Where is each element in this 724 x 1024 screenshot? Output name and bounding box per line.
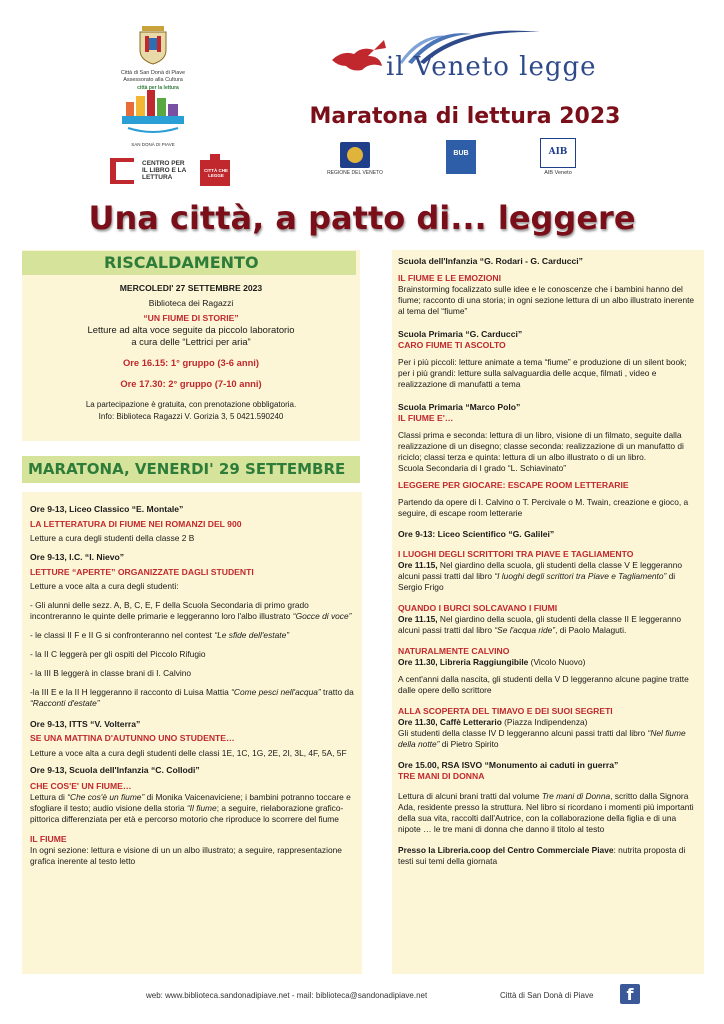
block-collodi: [30, 765, 354, 867]
marco-polo-text: Classi prima e seconda: lettura di un libro, visione di un filmato, seguite dalla realizzazione di un disegno; classe seconda: realizzazione di un manufatto di riciclo; classi terza e quinta: lettura di un albo illustrato o di un libro.: [398, 430, 684, 462]
rete-bub-short: BUB: [453, 150, 469, 157]
crest-icon: [128, 24, 178, 66]
aib-caption: AIB Veneto: [544, 170, 572, 176]
nievo-text: Letture a voce alta a cura degli studenti:: [30, 581, 179, 591]
nievo-item-5-title: “Come pesci nell'acqua”: [231, 687, 321, 697]
calvino-heading-bold: Ore 11.30, Libreria Raggiungibile: [398, 657, 529, 667]
timavo-heading-bold: Ore 11.30, Caffè Letterario: [398, 717, 502, 727]
calvino-text: A cent'anni dalla nascita, gli studenti della V D leggeranno alcune pagine tratte dalle opere dello scrittore: [398, 674, 689, 695]
aib-logo: [540, 138, 576, 168]
burci-time: Ore 11.15,: [398, 614, 438, 624]
block-libreria-coop: [398, 845, 698, 867]
montale-subtitle: LA LETTERATURA DI FIUME NEI ROMANZI DEL 900: [30, 519, 242, 529]
facebook-icon[interactable]: [620, 984, 640, 1004]
galilei-text-2: di Sergio Frigo: [398, 571, 676, 592]
city-name-text: Città di San Donà di Piave: [120, 70, 186, 76]
collodi-text: [30, 792, 354, 825]
block-montale: [30, 504, 354, 544]
burci-subtitle: QUANDO I BURCI SOLCAVANO I FIUMI: [398, 603, 558, 613]
rete-bub-logo: [446, 140, 476, 174]
galilei-text: [398, 560, 698, 593]
nievo-item-3: - la II C leggerà per gli ospiti del Piccolo Rifugio: [30, 649, 206, 659]
block-rodari: [398, 256, 698, 317]
escape-room-text: Partendo da opere di I. Calvino o T. Percivale o M. Twain, creazione e gioco, a seguire, di escape room letterarie: [398, 497, 689, 518]
montale-text: Letture a cura degli studenti della classe 2 B: [30, 533, 195, 543]
block-escape-room: [398, 480, 698, 519]
city-crest-logo: [128, 24, 178, 71]
block-burci: [398, 603, 698, 636]
regione-veneto-logo: [340, 142, 370, 168]
collodi-heading: Ore 9-13, Scuola dell'Infanzia “C. Collodi”: [30, 765, 200, 775]
nievo-item-2: [30, 630, 354, 641]
block-marco-polo: [398, 402, 698, 474]
rodari-heading: Scuola dell'Infanzia “G. Rodari - G. Carducci”: [398, 256, 583, 266]
footer-city: Città di San Donà di Piave: [500, 991, 594, 1000]
block-carducci: [398, 329, 698, 390]
marco-polo-heading: Scuola Primaria “Marco Polo”: [398, 402, 521, 412]
burci-text-2: , di Paolo Malaguti.: [555, 625, 627, 635]
nievo-item-1-title: “Gocce di voce”: [292, 611, 352, 621]
nievo-item-2-title: “Le sfide dell'estate”: [214, 630, 290, 640]
carducci-subtitle: CARO FIUME TI ASCOLTO: [398, 340, 506, 350]
rsa-subtitle: TRE MANI DI DONNA: [398, 771, 485, 781]
right-panel: [392, 250, 704, 974]
nievo-item-5-text: -la III E e la II H leggeranno il racconto di Luisa Mattia: [30, 687, 229, 697]
collodi-text-2: di Monika Vaicenaviciene; i bambini potranno toccare e sfogliare il testo; audio visione della storia: [30, 792, 351, 813]
block-volterra: [30, 719, 354, 759]
nievo-item-1-text: - Gli alunni delle sezz. A, B, C, E, F della Scuola Secondaria di primo grado incontreranno le quinte delle primarie e leggeranno loro l'albo illustrato: [30, 600, 309, 621]
nievo-subtitle: LETTURE “APERTE” ORGANIZZATE DAGLI STUDENTI: [30, 567, 254, 577]
carducci-heading: Scuola Primaria “G. Carducci”: [398, 329, 523, 339]
city-caption: [100, 70, 206, 83]
burci-text-1: Nel giardino della scuola, gli studenti della classe II E leggeranno alcuni passi tratti dal libro: [398, 614, 682, 635]
schiavinato-line: Scuola Secondaria di I grado “L. Schiavinato”: [398, 463, 567, 473]
brand-title: il Veneto legge: [386, 52, 597, 82]
rodari-text: Brainstorming focalizzato sulle idee e le conoscenze che i bambini hanno del fiume; racconto di una storia; in ogni sezione lettura di un albo illustrato inerente al tema del “fiume”: [398, 284, 695, 316]
rsa-text-2: , scritto dalla Signora Ada, residente presso la struttura. Nel libro si ricordano i momenti più importanti della sua vita, raccolti dall'Autrice, con la collaborazione della figlia e di una nipote … le tre mani di donna che danno il titolo al testo: [398, 791, 694, 834]
cepell-mark-icon: [106, 154, 140, 188]
riscaldamento-header: RISCALDAMENTO: [22, 251, 356, 275]
riscaldamento-note-1: La partecipazione è gratuita, con prenotazione obbligatoria.: [85, 400, 297, 409]
libreria-coop-text: : nutrita proposta di testi sui temi della giornata: [398, 845, 686, 866]
citta-che-legge-text: CITTÀ CHE LEGGE: [204, 168, 228, 178]
nievo-item-5-source: “Racconti d'estate”: [30, 698, 100, 708]
collodi-text-4: In ogni sezione: lettura e visione di un un albo illustrato; a seguire, rappresentazione grafica inerente al testo letto: [30, 845, 342, 866]
timavo-text: [398, 728, 698, 750]
marco-polo-subtitle: IL FIUME E'…: [398, 413, 454, 423]
collodi-text-1: Lettura di: [30, 792, 68, 802]
collodi-text-3: ; a seguire, rielaborazione grafico-pittorica differenziata per età e percorso motorio che riproduce lo scorrere del fiume: [30, 803, 344, 824]
timavo-subtitle: ALLA SCOPERTA DEL TIMAVO E DEI SUOI SEGRETI: [398, 706, 613, 716]
citta-lettura-badge: città per la lettura: [137, 85, 179, 91]
riscaldamento-event-title: “UN FIUME DI STORIE”: [143, 313, 239, 323]
maratona-header: MARATONA, VENERDI' 29 SETTEMBRE: [22, 456, 360, 483]
block-rsa: [398, 760, 698, 835]
galilei-time: Ore 11.15,: [398, 560, 438, 570]
galilei-text-1: Nel giardino della scuola, gli studenti della classe V E leggeranno alcuni passi tratti dal libro: [398, 560, 683, 581]
maratona-panel: [22, 492, 362, 974]
timavo-heading: [398, 717, 698, 728]
nievo-heading: Ore 9-13, I.C. “I. Nievo”: [30, 552, 125, 562]
nievo-item-5-mid: tratto da: [320, 687, 354, 697]
san-dona-caption: SAN DONÀ DI PIAVE: [131, 142, 175, 147]
nievo-item-4: - la III B leggerà in classe brani di I. Calvino: [30, 668, 192, 678]
galilei-book-title: “I luoghi degli scrittori tra Piave e Tagliamento”: [494, 571, 667, 581]
lion-icon: [340, 142, 370, 168]
riscaldamento-slot-1: Ore 16.15: 1° gruppo (3-6 anni): [122, 357, 260, 368]
riscaldamento-desc-2: a cura delle “Lettrici per aria”: [131, 336, 251, 347]
cepell-text: CENTRO PER IL LIBRO E LA LETTURA: [142, 160, 187, 181]
montale-heading: Ore 9-13, Liceo Classico “E. Montale”: [30, 504, 184, 514]
block-galilei: [398, 529, 698, 593]
rsa-text: [398, 791, 698, 835]
collodi-subtitle: CHE COS'E' UN FIUME…: [30, 781, 132, 791]
citta-per-la-lettura-logo: [118, 84, 188, 140]
brand-subtitle: Maratona di lettura 2023: [309, 104, 621, 129]
nievo-item-2-text: - le classi II F e II G si confronteranno nel contest: [30, 630, 213, 640]
timavo-text-1: Gli studenti della classe IV D leggeranno alcuni passi tratti dal libro: [398, 728, 648, 738]
calvino-heading-place: (Vicolo Nuovo): [528, 657, 586, 667]
burci-book-title: “Se l'acqua ride”: [494, 625, 556, 635]
galilei-subtitle: I LUOGHI DEGLI SCRITTORI TRA PIAVE E TAGLIAMENTO: [398, 549, 634, 559]
block-nievo: [30, 552, 354, 709]
rsa-text-1: Lettura di alcuni brani tratti dal volume: [398, 791, 542, 801]
main-title: Una città, a patto di... leggere: [88, 199, 636, 237]
libreria-coop-bold: Presso la Libreria.coop del Centro Commerciale Piave: [398, 845, 614, 855]
volterra-subtitle: SE UNA MATTINA D'AUTUNNO UNO STUDENTE…: [30, 733, 235, 743]
rsa-book-title: Tre mani di Donna: [541, 791, 611, 801]
collodi-subtitle-2: IL FIUME: [30, 834, 67, 844]
timavo-heading-place: (Piazza Indipendenza): [501, 717, 588, 727]
riscaldamento-date: MERCOLEDI' 27 SETTEMBRE 2023: [119, 283, 263, 293]
riscaldamento-desc-1: Letture ad alta voce seguite da piccolo laboratorio: [87, 324, 295, 335]
calvino-subtitle: NATURALMENTE CALVINO: [398, 646, 510, 656]
regione-veneto-caption: REGIONE DEL VENETO: [327, 170, 383, 176]
citta-che-legge-logo: [196, 152, 236, 188]
city-dept-text: Assessorato alla Cultura: [123, 76, 183, 83]
calvino-heading: [398, 657, 698, 668]
riscaldamento-note-2: Info: Biblioteca Ragazzi V. Gorizia 3, 5 0421.590240: [98, 412, 284, 421]
collodi-book-title: “Che cos'è un fiume”: [67, 792, 145, 802]
galilei-heading: Ore 9-13: Liceo Scientifico “G. Galilei”: [398, 529, 555, 539]
facebook-letter: f: [626, 985, 634, 1004]
riscaldamento-slot-2: Ore 17.30: 2° gruppo (7-10 anni): [120, 378, 262, 389]
riscaldamento-place: Biblioteca dei Ragazzi: [148, 298, 234, 308]
carducci-text: Per i più piccoli: letture animate a tema “fiume” e produzione di un silent book; per i più grandi: letture sulla salvaguardia delle acque, filmati , video e realizzazione di manufatti a tema: [398, 357, 687, 389]
burci-text: [398, 614, 698, 636]
timavo-text-2: di Pietro Spirito: [439, 739, 499, 749]
volterra-text: Letture a voce alta a cura degli studenti delle classi 1E, 1C, 1G, 2E, 2I, 3L, 4F, 5A, 5F: [30, 748, 347, 758]
footer-web: web: www.biblioteca.sandonadipiave.net - mail: biblioteca@sandonadipiave.net: [146, 991, 428, 1000]
nievo-item-5: [30, 687, 354, 709]
collodi-story-title: “Il fiume: [186, 803, 217, 813]
riscaldamento-body: [22, 282, 360, 423]
nievo-item-1: [30, 600, 354, 622]
rsa-heading: Ore 15.00, RSA ISVO “Monumento ai caduti in guerra”: [398, 760, 619, 770]
timavo-book-title: “Nel fiume della notte”: [398, 728, 686, 749]
block-calvino: [398, 646, 698, 696]
rodari-subtitle: IL FIUME E LE EMOZIONI: [398, 273, 501, 283]
aib-short: AIB: [548, 147, 568, 157]
block-timavo: [398, 706, 698, 750]
volterra-heading: Ore 9-13, ITTS “V. Volterra”: [30, 719, 141, 729]
cepell-logo: [106, 154, 140, 188]
city-buildings-icon: [118, 84, 188, 140]
escape-room-subtitle: LEGGERE PER GIOCARE: ESCAPE ROOM LETTERARIE: [398, 480, 629, 490]
